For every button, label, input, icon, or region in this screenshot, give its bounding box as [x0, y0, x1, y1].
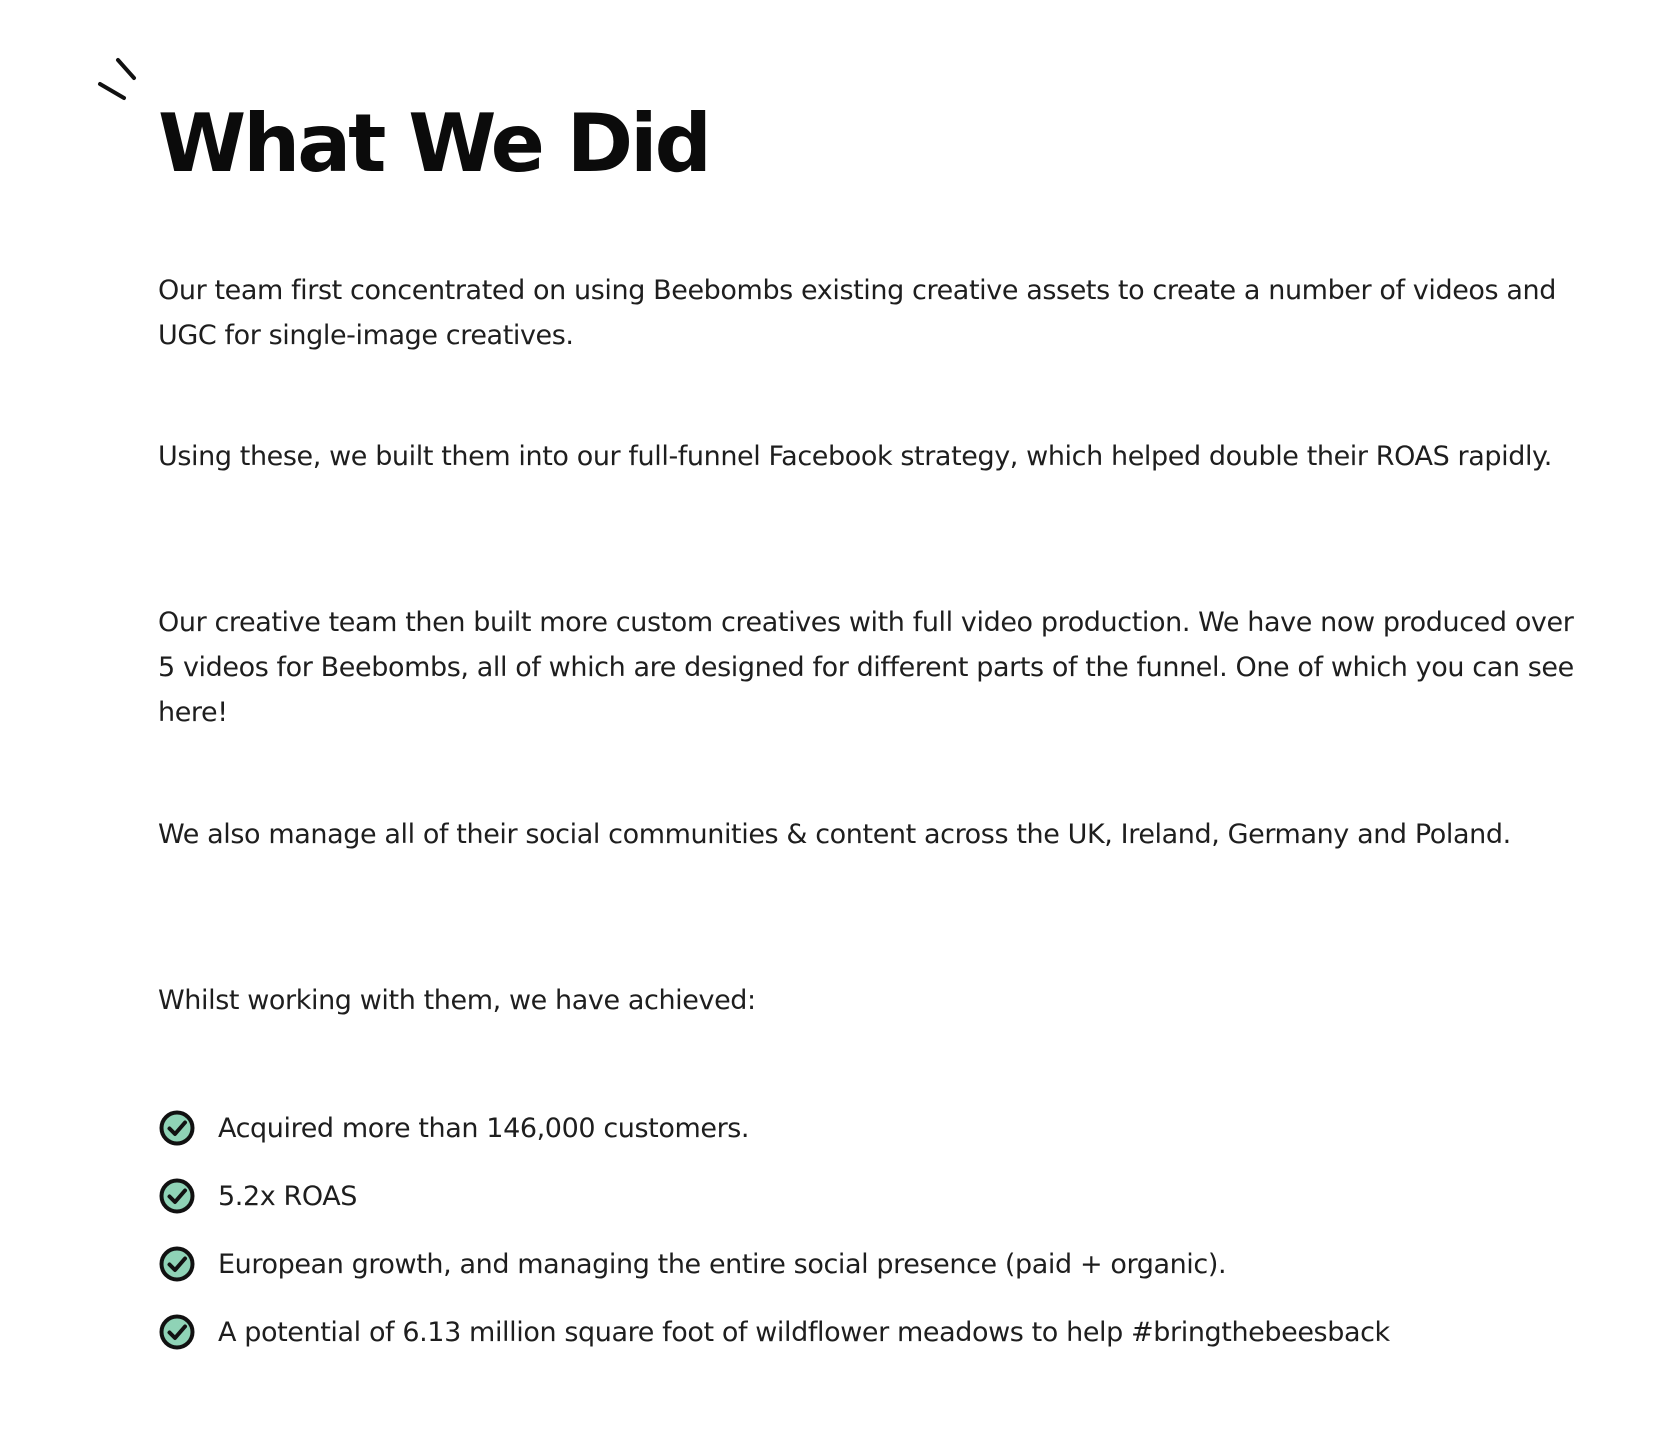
page-title: What We Did: [158, 97, 709, 190]
achievement-text: European growth, and managing the entire social presence (paid + organic).: [218, 1248, 1227, 1280]
check-circle-icon: [158, 1245, 196, 1283]
check-circle-icon: [158, 1109, 196, 1147]
achievements-list: [158, 1094, 1390, 1366]
achievement-text: 5.2x ROAS: [218, 1180, 358, 1212]
check-circle-icon: [158, 1313, 196, 1351]
sparkle-lines-icon: [96, 56, 148, 104]
check-circle-icon: [158, 1177, 196, 1215]
paragraph-creative-assets: Our team first concentrated on using Beebombs existing creative assets to create a number of videos and UGC for single-image creatives.: [158, 275, 1557, 351]
paragraph-social-communities: We also manage all of their social communities & content across the UK, Ireland, Germany and Poland.: [158, 819, 1511, 850]
list-item: [158, 1162, 1390, 1230]
list-item: [158, 1298, 1390, 1366]
paragraph-facebook-strategy: Using these, we built them into our full-funnel Facebook strategy, which helped double their ROAS rapidly.: [158, 441, 1552, 472]
paragraph-video-production: Our creative team then built more custom creatives with full video production. We have now produced over 5 videos for Beebombs, all of which are designed for different parts of the funnel. One of which you can see here!: [158, 607, 1574, 728]
list-item: [158, 1230, 1390, 1298]
paragraph-achievements-intro: Whilst working with them, we have achieved:: [158, 985, 756, 1016]
achievement-text: A potential of 6.13 million square foot of wildflower meadows to help #bringthebeesback: [218, 1316, 1390, 1348]
achievement-text: Acquired more than 146,000 customers.: [218, 1112, 750, 1144]
list-item: [158, 1094, 1390, 1162]
